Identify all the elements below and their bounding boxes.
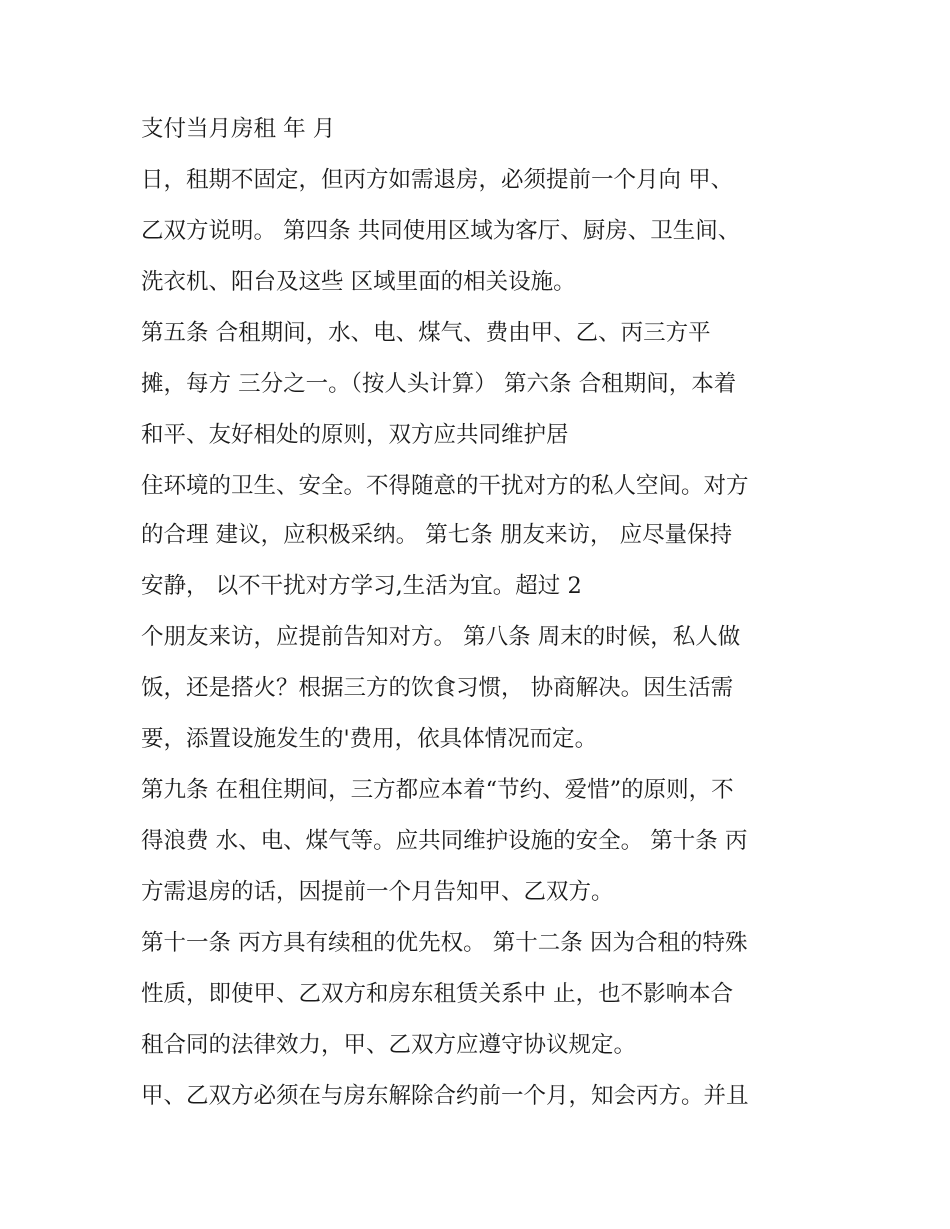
text-line: 得浪费 水、电、煤气等。应共同维护设施的安全。 第十条 丙 <box>141 828 748 854</box>
text-line: 饭，还是搭火？根据三方的饮食习惯， 协商解决。因生活需 <box>141 675 734 701</box>
text-line: 要，添置设施发生的'费用，依具体情况而定。 <box>141 726 598 752</box>
text-line: 第十一条 丙方具有续租的优先权。 第十二条 因为合租的特殊 <box>141 930 748 956</box>
text-line: 支付当月房租 年 月 <box>141 116 336 142</box>
text-line: 的合理 建议，应积极采纳。 第七条 朋友来访， 应尽量保持 <box>141 522 733 548</box>
text-line: 个朋友来访，应提前告知对方。 第八条 周末的时候，私人做 <box>141 624 741 650</box>
text-line: 日，租期不固定，但丙方如需退房，必须提前一个月向 甲、 <box>141 167 734 193</box>
text-line: 方需退房的话，因提前一个月告知甲、乙双方。 <box>141 879 614 905</box>
text-line: 第九条 在租住期间，三方都应本着“节约、爱惜”的原则，不 <box>141 777 734 803</box>
text-line: 住环境的卫生、安全。不得随意的干扰对方的私人空间。对方 <box>141 473 749 499</box>
text-line: 洗衣机、阳台及这些 区域里面的相关设施。 <box>141 269 576 295</box>
text-line: 甲、乙双方必须在与房东解除合约前一个月，知会丙方。并且 <box>141 1083 749 1109</box>
text-line: 摊，每方 三分之一。（按人头计算） 第六条 合租期间，本着 <box>141 371 737 397</box>
text-line: 安静， 以不干扰对方学习,生活为宜。超过 2 <box>141 573 582 599</box>
text-line: 和平、友好相处的原则，双方应共同维护居 <box>141 422 569 448</box>
text-line: 性质，即使甲、乙双方和房东租赁关系中 止，也不影响本合 <box>141 981 734 1007</box>
text-line: 第五条 合租期间，水、电、煤气、费由甲、乙、丙三方平 <box>141 320 711 346</box>
text-line: 租合同的法律效力，甲、乙双方应遵守协议规定。 <box>141 1032 637 1058</box>
text-line: 乙双方说明。 第四条 共同使用区域为客厅、厨房、卫生间、 <box>141 218 741 244</box>
